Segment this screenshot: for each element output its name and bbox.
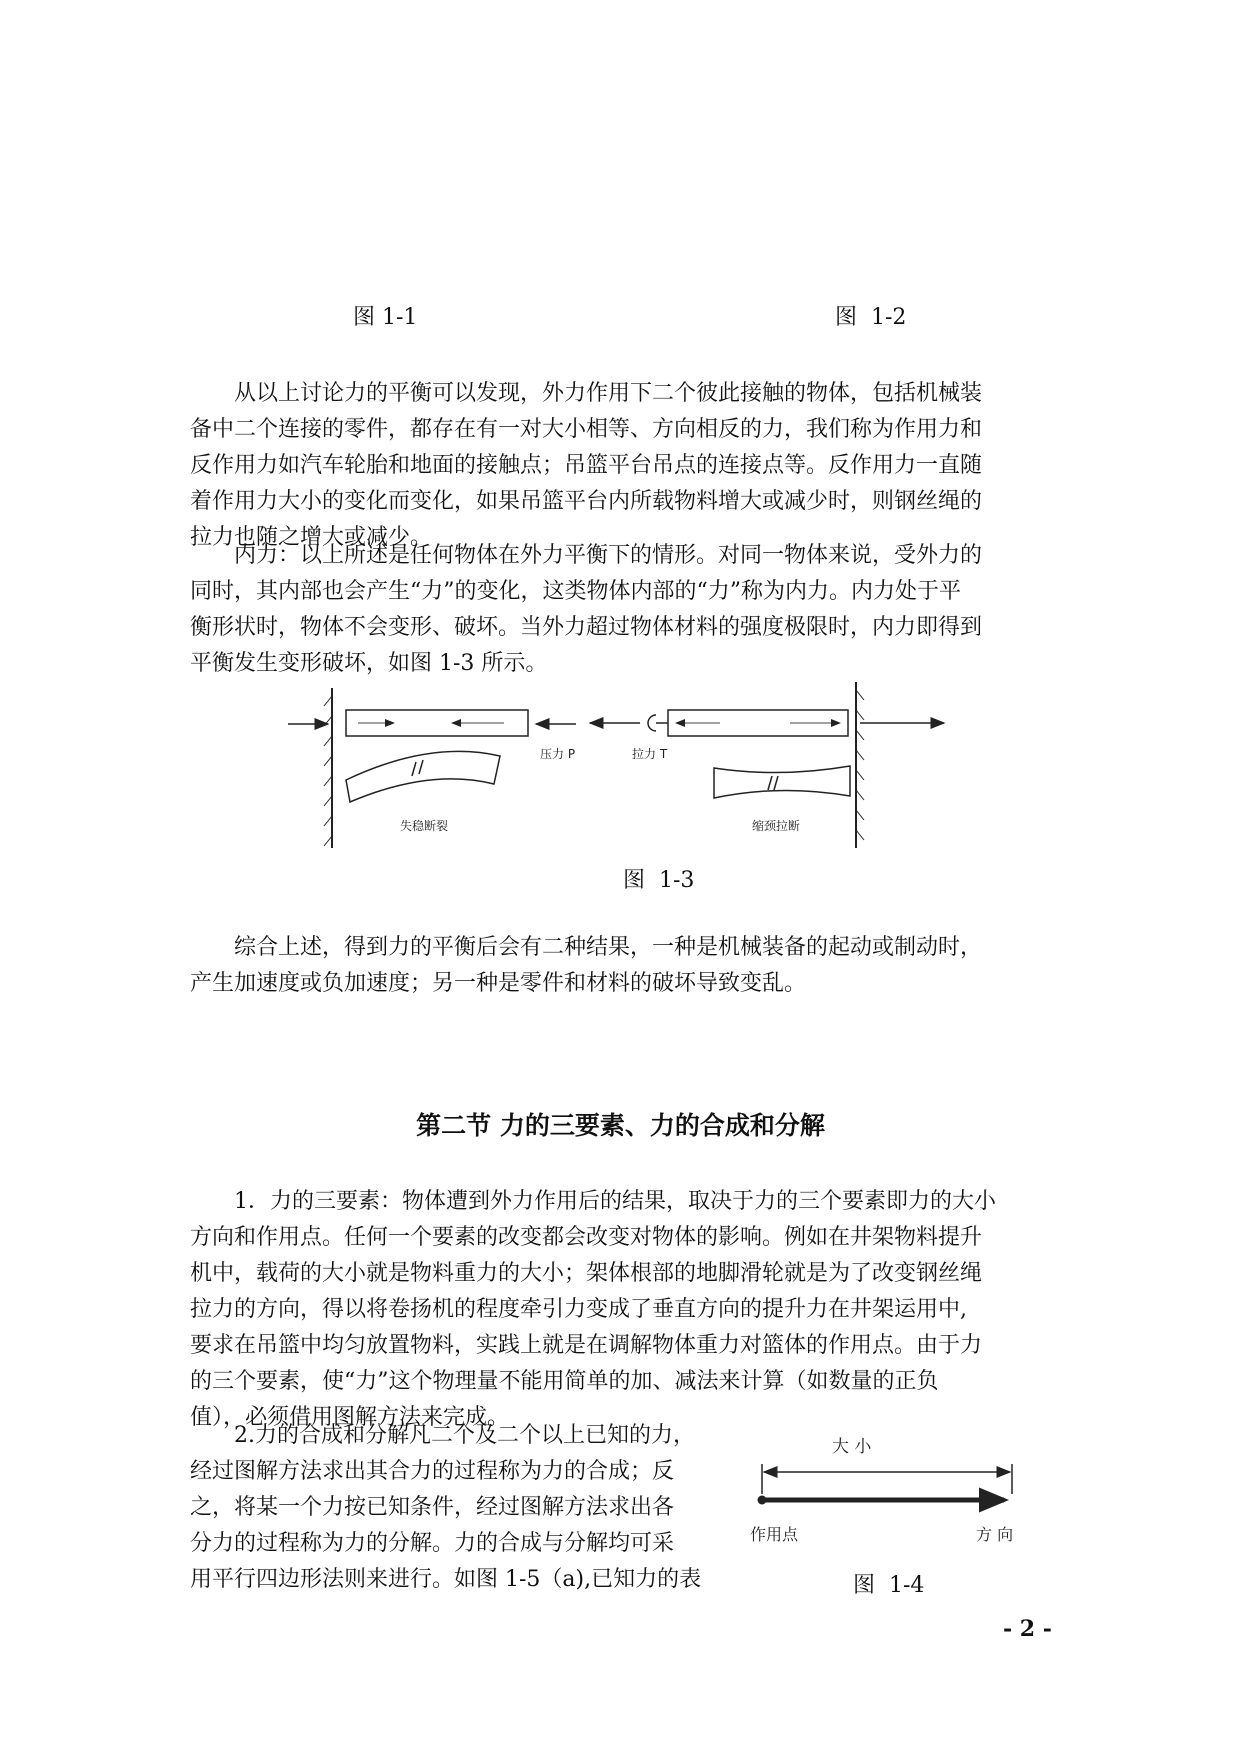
- paragraph-summary: 综合上述，得到力的平衡后会有二种结果，一种是机械装备的起动或制动时， 产生加速度或负加速度；另一种是零件和材料的破坏导致变乱。: [190, 935, 983, 996]
- label-tension: 拉力 T: [632, 747, 668, 761]
- right-wall: [856, 682, 864, 848]
- figure-1-3-caption: 图 1-3: [623, 868, 695, 893]
- label-necking: 缩颈拉断: [752, 819, 801, 833]
- necked-bar: [714, 766, 850, 798]
- figure-1-4-caption: 图 1-4: [853, 1573, 925, 1598]
- label-point: 作用点: [750, 1525, 799, 1544]
- left-wall: [324, 688, 332, 848]
- paragraph-three-elements: 1．力的三要素：物体遭到外力作用后的结果，取决于力的三个要素即力的大小 方向和作用点。任何一个要素的改变都会改变对物体的影响。例如在井架物料提升 机中，载荷的大小就是物料重力的大小；架体根部的地脚滑轮就是为了改变钢丝绳 拉力的方向，得以将卷扬机的程度牵引力变成了垂直方向的提升力在井架运用中, 要求在吊篮中均匀放置物料，实践上就是在调解物体重力对篮体的作用点。由于力 的三个要素，使“力”这个物理量不能用简单的加、减法来计算（如数量的正负 值），必须借用图解方法来完成。: [190, 1189, 996, 1430]
- figure-1-4: [750, 1430, 1050, 1560]
- label-buckling: 失稳断裂: [400, 819, 449, 833]
- figure-1-2-caption: 图 1-2: [835, 305, 907, 330]
- label-magnitude: 大 小: [832, 1437, 872, 1457]
- label-pressure: 压力 P: [540, 747, 576, 761]
- page-number: - 2 -: [1003, 1616, 1052, 1642]
- label-direction: 方 向: [976, 1525, 1014, 1544]
- paragraph-composition: 2.力的合成和分解凡二个及二个以上已知的力， 经过图解方法求出其合力的过程称为力的合成；反 之，将某一个力按已知条件，经过图解方法求出各 分力的过程称为力的分解。力的合成与分解均可采 用平行四边形法则来进行。如图 1-5（a),已知力的表: [190, 1423, 702, 1592]
- figure-1-3: [280, 680, 960, 850]
- section-heading: 第二节 力的三要素、力的合成和分解: [416, 1111, 825, 1140]
- buckled-bar: [346, 751, 500, 802]
- figure-1-1-caption: 图 1-1: [353, 305, 418, 330]
- paragraph-action-reaction: 从以上讨论力的平衡可以发现，外力作用下二个彼此接触的物体，包括机械装 备中二个连接的零件，都存在有一对大小相等、方向相反的力，我们称为作用力和 反作用力如汽车轮胎和地面的接触点；吊篮平台吊点的连接点等。反作用力一直随 着作用力大小的变化而变化，如果吊篮平台内所载物料增大或减少时，则钢丝绳的 拉力也随之增大或减少。: [190, 381, 983, 550]
- tension-bar: [590, 710, 944, 736]
- paragraph-internal-force: 内力：以上所述是任何物体在外力平衡下的情形。对同一物体来说，受外力的 同时，其内部也会产生“力”的变化，这类物体内部的“力”称为内力。内力处于平 衡形状时，物体不会变形、破坏。当外力超过物体材料的强度极限时，内力即得到 平衡发生变形破坏，如图 1-3 所示。: [190, 543, 983, 676]
